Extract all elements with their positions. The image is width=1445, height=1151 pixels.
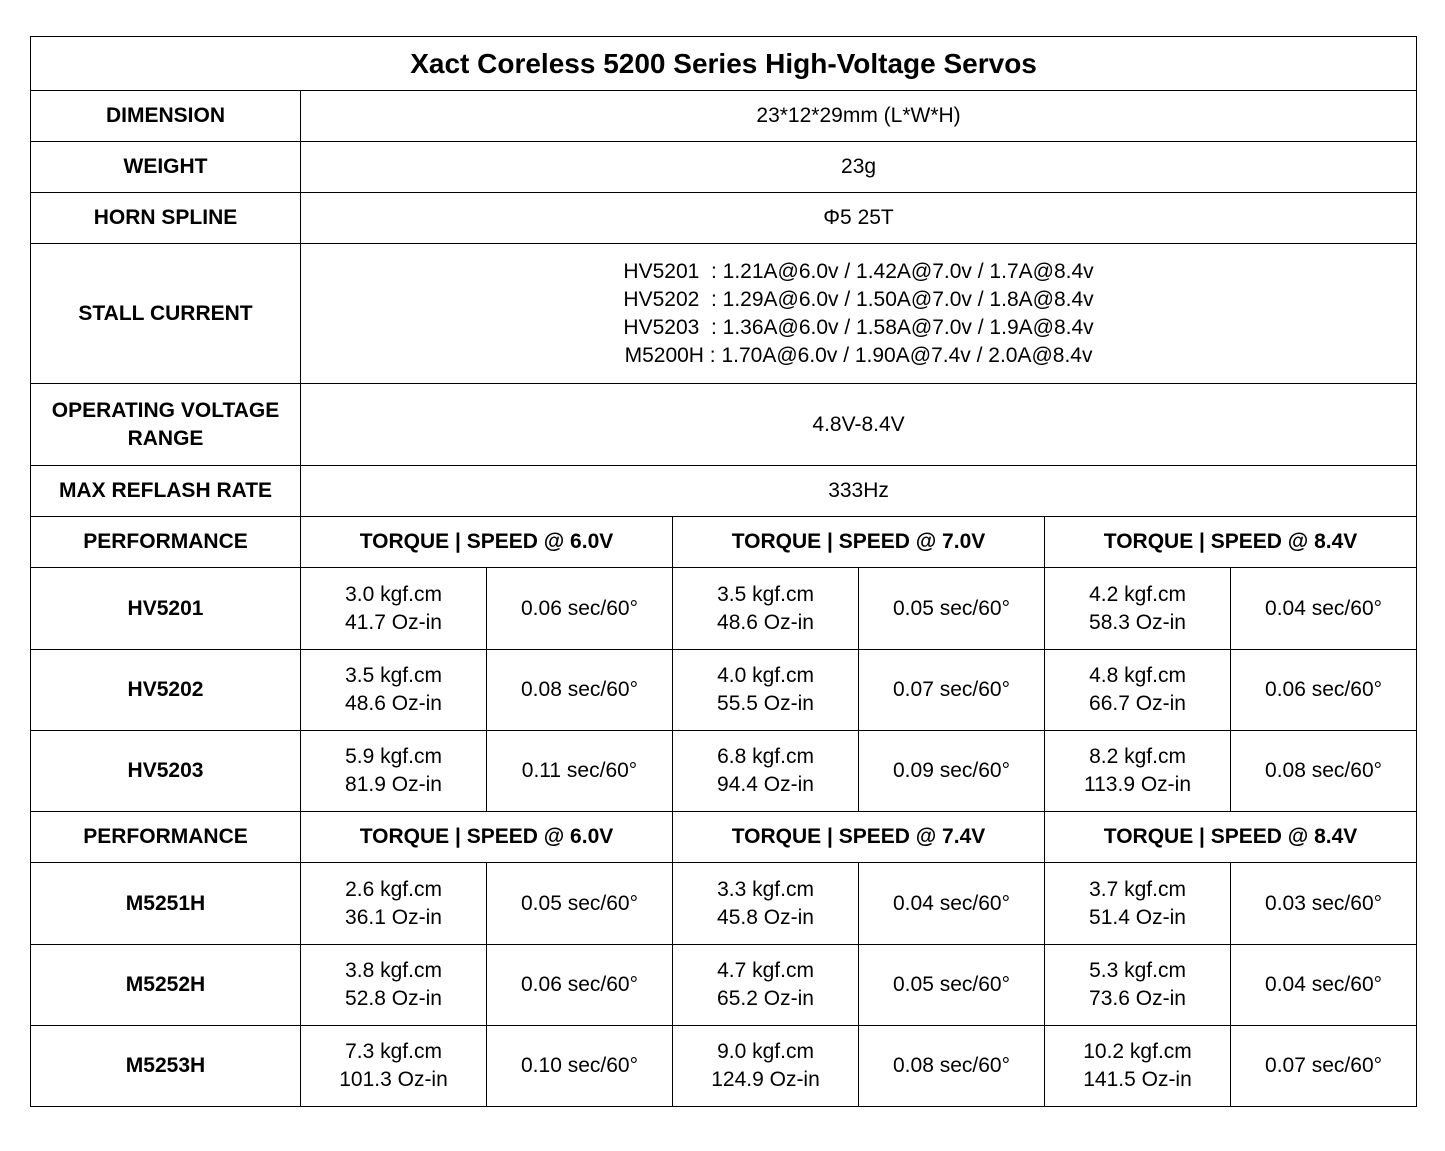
- perf-header: TORQUE | SPEED @ 6.0V: [301, 812, 673, 863]
- servo-spec-table: [30, 36, 1417, 1107]
- torque-oz: 113.9 Oz-in: [1084, 773, 1191, 796]
- torque-kgf: 3.5 kgf.cm: [345, 664, 442, 687]
- torque-cell: [301, 650, 487, 731]
- torque-oz: 141.5 Oz-in: [1083, 1068, 1192, 1091]
- torque-cell: [673, 568, 859, 650]
- table-row: [31, 945, 1417, 1026]
- speed-cell: 0.04 sec/60°: [1231, 568, 1417, 650]
- torque-cell: [673, 650, 859, 731]
- torque-oz: 41.7 Oz-in: [345, 610, 442, 634]
- torque-kgf: 6.8 kgf.cm: [717, 745, 814, 768]
- stall-current-line: HV5202 : 1.29A@6.0v / 1.50A@7.0v / 1.8A@8.4v: [623, 287, 1094, 311]
- torque-cell: [673, 731, 859, 812]
- stall-current-line: HV5201 : 1.21A@6.0v / 1.42A@7.0v / 1.7A@8.4v: [623, 259, 1094, 283]
- torque-cell: [301, 1026, 487, 1107]
- horn-spline-value: Φ5 25T: [301, 193, 1417, 244]
- perf-header: TORQUE | SPEED @ 7.0V: [673, 517, 1045, 568]
- torque-cell: [301, 945, 487, 1026]
- speed-cell: 0.05 sec/60°: [487, 863, 673, 945]
- torque-kgf: 5.9 kgf.cm: [345, 745, 442, 768]
- model-name: M5251H: [31, 863, 301, 945]
- torque-oz: 66.7 Oz-in: [1089, 692, 1186, 715]
- torque-oz: 48.6 Oz-in: [345, 692, 442, 715]
- model-name: HV5201: [31, 568, 301, 650]
- torque-oz: 51.4 Oz-in: [1089, 905, 1186, 929]
- torque-cell: [301, 731, 487, 812]
- torque-kgf: 3.5 kgf.cm: [717, 582, 814, 606]
- stall-current-label: STALL CURRENT: [31, 244, 301, 384]
- torque-oz: 65.2 Oz-in: [717, 987, 814, 1010]
- operating-voltage-label-line2: RANGE: [127, 426, 204, 450]
- weight-value: 23g: [301, 142, 1417, 193]
- torque-cell: [301, 863, 487, 945]
- torque-oz: 101.3 Oz-in: [339, 1068, 448, 1091]
- max-reflash-label: MAX REFLASH RATE: [31, 466, 301, 517]
- torque-cell: [1045, 731, 1231, 812]
- torque-cell: [301, 568, 487, 650]
- torque-kgf: 4.0 kgf.cm: [717, 664, 814, 687]
- torque-kgf: 3.0 kgf.cm: [345, 582, 442, 606]
- horn-spline-label: HORN SPLINE: [31, 193, 301, 244]
- perf-header: TORQUE | SPEED @ 6.0V: [301, 517, 673, 568]
- torque-kgf: 2.6 kgf.cm: [345, 877, 442, 901]
- performance-label: PERFORMANCE: [31, 517, 301, 568]
- table-row: [31, 1026, 1417, 1107]
- speed-cell: 0.08 sec/60°: [1231, 731, 1417, 812]
- table-title: Xact Coreless 5200 Series High-Voltage Servos: [31, 37, 1417, 91]
- operating-voltage-value: 4.8V-8.4V: [301, 384, 1417, 466]
- model-name: HV5203: [31, 731, 301, 812]
- table-row: [31, 568, 1417, 650]
- dimension-label: DIMENSION: [31, 91, 301, 142]
- speed-cell: 0.07 sec/60°: [1231, 1026, 1417, 1107]
- table-row: [31, 731, 1417, 812]
- torque-cell: [1045, 1026, 1231, 1107]
- max-reflash-value: 333Hz: [301, 466, 1417, 517]
- speed-cell: 0.05 sec/60°: [859, 945, 1045, 1026]
- torque-kgf: 4.2 kgf.cm: [1089, 582, 1186, 606]
- speed-cell: 0.11 sec/60°: [487, 731, 673, 812]
- model-name: M5252H: [31, 945, 301, 1026]
- speed-cell: 0.06 sec/60°: [487, 568, 673, 650]
- torque-cell: [673, 1026, 859, 1107]
- speed-cell: 0.06 sec/60°: [1231, 650, 1417, 731]
- torque-cell: [1045, 650, 1231, 731]
- torque-oz: 55.5 Oz-in: [717, 692, 814, 715]
- torque-kgf: 4.8 kgf.cm: [1089, 664, 1186, 687]
- torque-kgf: 8.2 kgf.cm: [1089, 745, 1186, 768]
- speed-cell: 0.08 sec/60°: [487, 650, 673, 731]
- torque-kgf: 9.0 kgf.cm: [717, 1040, 814, 1063]
- torque-oz: 48.6 Oz-in: [717, 610, 814, 634]
- table-row: [31, 863, 1417, 945]
- speed-cell: 0.06 sec/60°: [487, 945, 673, 1026]
- torque-kgf: 3.7 kgf.cm: [1089, 877, 1186, 901]
- torque-cell: [673, 863, 859, 945]
- torque-cell: [1045, 863, 1231, 945]
- performance-label: PERFORMANCE: [31, 812, 301, 863]
- torque-kgf: 10.2 kgf.cm: [1083, 1040, 1192, 1063]
- torque-oz: 94.4 Oz-in: [717, 773, 814, 796]
- table-row: [31, 650, 1417, 731]
- perf-header: TORQUE | SPEED @ 8.4V: [1045, 812, 1417, 863]
- speed-cell: 0.07 sec/60°: [859, 650, 1045, 731]
- speed-cell: 0.10 sec/60°: [487, 1026, 673, 1107]
- torque-oz: 58.3 Oz-in: [1089, 610, 1186, 634]
- stall-current-value: [301, 244, 1417, 384]
- torque-cell: [1045, 568, 1231, 650]
- torque-kgf: 7.3 kgf.cm: [345, 1040, 442, 1063]
- stall-current-line: M5200H : 1.70A@6.0v / 1.90A@7.4v / 2.0A@8.4v: [624, 343, 1093, 367]
- speed-cell: 0.08 sec/60°: [859, 1026, 1045, 1107]
- torque-kgf: 5.3 kgf.cm: [1089, 959, 1186, 982]
- stall-current-line: HV5203 : 1.36A@6.0v / 1.58A@7.0v / 1.9A@8.4v: [623, 315, 1094, 339]
- speed-cell: 0.04 sec/60°: [859, 863, 1045, 945]
- speed-cell: 0.05 sec/60°: [859, 568, 1045, 650]
- torque-cell: [673, 945, 859, 1026]
- speed-cell: 0.04 sec/60°: [1231, 945, 1417, 1026]
- dimension-value: 23*12*29mm (L*W*H): [301, 91, 1417, 142]
- torque-oz: 81.9 Oz-in: [345, 773, 442, 796]
- torque-oz: 52.8 Oz-in: [345, 987, 442, 1010]
- perf-header: TORQUE | SPEED @ 8.4V: [1045, 517, 1417, 568]
- speed-cell: 0.09 sec/60°: [859, 731, 1045, 812]
- torque-oz: 36.1 Oz-in: [345, 905, 442, 929]
- perf-header: TORQUE | SPEED @ 7.4V: [673, 812, 1045, 863]
- torque-cell: [1045, 945, 1231, 1026]
- torque-oz: 124.9 Oz-in: [711, 1068, 820, 1091]
- operating-voltage-label-line1: OPERATING VOLTAGE: [51, 398, 280, 422]
- weight-label: WEIGHT: [31, 142, 301, 193]
- speed-cell: 0.03 sec/60°: [1231, 863, 1417, 945]
- torque-kgf: 3.3 kgf.cm: [717, 877, 814, 901]
- torque-kgf: 4.7 kgf.cm: [717, 959, 814, 982]
- torque-oz: 45.8 Oz-in: [717, 905, 814, 929]
- model-name: HV5202: [31, 650, 301, 731]
- torque-kgf: 3.8 kgf.cm: [345, 959, 442, 982]
- model-name: M5253H: [31, 1026, 301, 1107]
- operating-voltage-label: [31, 384, 301, 466]
- torque-oz: 73.6 Oz-in: [1089, 987, 1186, 1010]
